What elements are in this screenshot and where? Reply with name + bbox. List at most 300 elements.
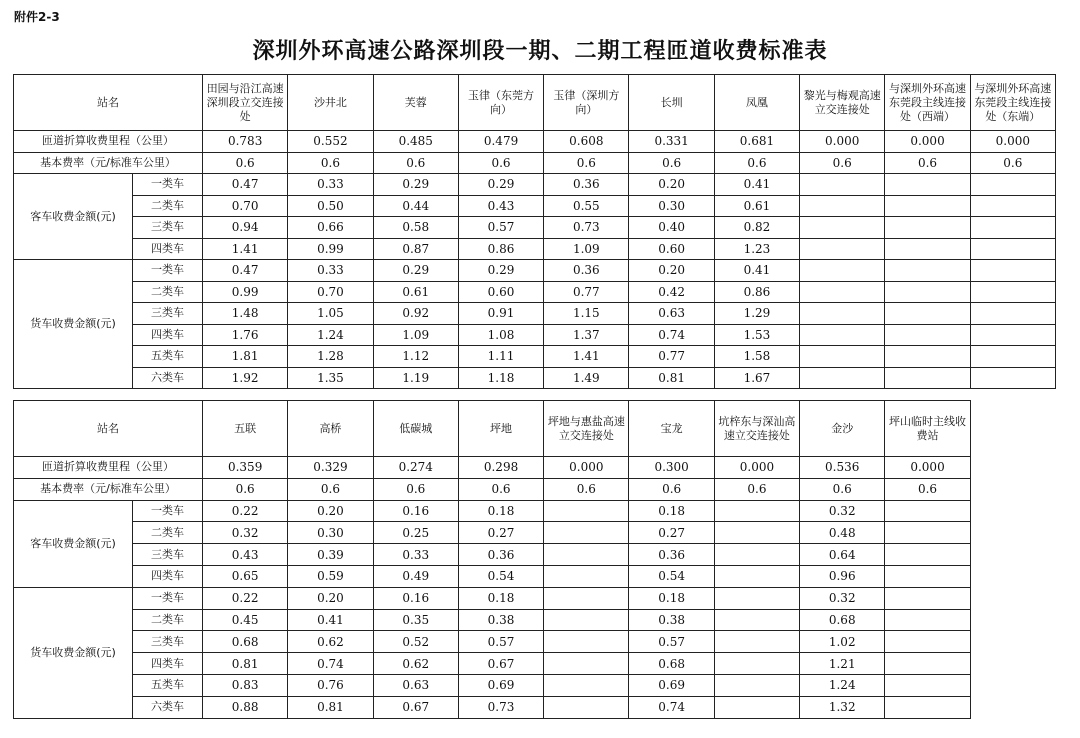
fee-value — [885, 565, 970, 587]
fee-value — [544, 609, 629, 631]
fee-value: 0.18 — [458, 587, 543, 609]
mileage-value: 0.552 — [288, 131, 373, 153]
fee-value: 1.08 — [458, 324, 543, 346]
fee-value: 0.43 — [203, 544, 288, 566]
fee-value: 1.24 — [800, 674, 885, 696]
fee-value — [714, 674, 799, 696]
truck-row — [14, 674, 971, 696]
base-rate-value: 0.6 — [885, 478, 970, 500]
fee-value: 0.33 — [288, 174, 373, 196]
fee-value: 0.61 — [373, 281, 458, 303]
fee-value: 0.33 — [288, 260, 373, 282]
fee-value: 0.68 — [629, 653, 714, 675]
fee-value — [714, 631, 799, 653]
station-name: 金沙 — [800, 401, 885, 457]
fee-value — [885, 260, 970, 282]
fee-value: 0.58 — [373, 217, 458, 239]
fee-value: 1.37 — [544, 324, 629, 346]
base-rate-value: 0.6 — [629, 478, 714, 500]
fee-value: 0.92 — [373, 303, 458, 325]
station-name: 与深圳外环高速东莞段主线连接处（西端） — [885, 75, 970, 131]
fee-value — [970, 174, 1055, 196]
fee-value — [970, 217, 1055, 239]
fee-value — [800, 238, 885, 260]
fee-value: 0.38 — [629, 609, 714, 631]
fee-value — [885, 238, 970, 260]
fee-value — [544, 587, 629, 609]
base-rate-value: 0.6 — [458, 478, 543, 500]
fee-value: 0.65 — [203, 565, 288, 587]
fee-value — [714, 544, 799, 566]
fee-value: 0.30 — [288, 522, 373, 544]
fee-value — [800, 260, 885, 282]
fee-value: 1.24 — [288, 324, 373, 346]
base-rate-value: 0.6 — [714, 478, 799, 500]
fee-value: 0.18 — [629, 500, 714, 522]
fee-value: 0.42 — [629, 281, 714, 303]
fee-value: 1.92 — [203, 367, 288, 389]
fee-value — [885, 653, 970, 675]
fee-value: 0.40 — [629, 217, 714, 239]
fee-value — [800, 281, 885, 303]
mileage-label: 匝道折算收费里程（公里） — [14, 131, 203, 153]
base-rate-value: 0.6 — [288, 478, 373, 500]
fee-value — [800, 303, 885, 325]
truck-row — [14, 653, 971, 675]
truck-row — [14, 281, 1056, 303]
vehicle-class: 五类车 — [133, 346, 203, 368]
fee-value — [885, 217, 970, 239]
truck-fee-label: 货车收费金额(元) — [14, 260, 133, 389]
truck-row — [14, 587, 971, 609]
fee-value: 0.16 — [373, 587, 458, 609]
fee-value: 1.32 — [800, 696, 885, 718]
fee-value: 0.22 — [203, 587, 288, 609]
mileage-value: 0.274 — [373, 457, 458, 479]
fee-value: 1.15 — [544, 303, 629, 325]
fee-value — [970, 367, 1055, 389]
truck-row — [14, 324, 1056, 346]
fee-value: 0.73 — [458, 696, 543, 718]
fee-value — [800, 324, 885, 346]
fee-value: 0.54 — [458, 565, 543, 587]
station-header-row — [14, 401, 971, 457]
fee-value — [970, 195, 1055, 217]
fee-value: 0.18 — [629, 587, 714, 609]
station-name: 凤凰 — [714, 75, 799, 131]
base-rate-value: 0.6 — [458, 152, 543, 174]
mileage-value: 0.000 — [800, 131, 885, 153]
base-rate-value: 0.6 — [544, 478, 629, 500]
fee-value: 0.82 — [714, 217, 799, 239]
fee-value: 0.63 — [373, 674, 458, 696]
fee-value: 0.59 — [288, 565, 373, 587]
mileage-value: 0.000 — [885, 131, 970, 153]
fee-value: 1.11 — [458, 346, 543, 368]
fee-value: 0.38 — [458, 609, 543, 631]
fee-value — [544, 522, 629, 544]
fee-value — [544, 653, 629, 675]
fee-value: 0.41 — [714, 260, 799, 282]
fee-value: 0.52 — [373, 631, 458, 653]
fee-value: 0.22 — [203, 500, 288, 522]
fee-value: 0.69 — [458, 674, 543, 696]
truck-fee-label: 货车收费金额(元) — [14, 587, 133, 718]
fee-value: 0.66 — [288, 217, 373, 239]
fee-value — [970, 346, 1055, 368]
fee-value: 0.86 — [714, 281, 799, 303]
fee-value: 0.25 — [373, 522, 458, 544]
passenger-row — [14, 217, 1056, 239]
fee-value — [970, 260, 1055, 282]
station-name: 低碳城 — [373, 401, 458, 457]
toll-table-phase-1 — [13, 74, 1056, 389]
fee-value: 0.62 — [373, 653, 458, 675]
vehicle-class: 三类车 — [133, 631, 203, 653]
fee-value — [885, 324, 970, 346]
fee-value — [544, 565, 629, 587]
fee-value: 0.94 — [203, 217, 288, 239]
passenger-row — [14, 544, 971, 566]
vehicle-class: 一类车 — [133, 174, 203, 196]
fee-value: 0.91 — [458, 303, 543, 325]
mileage-value: 0.300 — [629, 457, 714, 479]
fee-value: 0.36 — [544, 174, 629, 196]
vehicle-class: 四类车 — [133, 653, 203, 675]
fee-value: 0.99 — [203, 281, 288, 303]
station-header-row — [14, 75, 1056, 131]
station-label: 站名 — [14, 75, 203, 131]
truck-row — [14, 696, 971, 718]
fee-value: 0.30 — [629, 195, 714, 217]
fee-value: 0.67 — [458, 653, 543, 675]
fee-value: 1.19 — [373, 367, 458, 389]
fee-value — [885, 281, 970, 303]
fee-value: 0.16 — [373, 500, 458, 522]
truck-row — [14, 609, 971, 631]
passenger-row — [14, 174, 1056, 196]
fee-value — [714, 653, 799, 675]
station-label: 站名 — [14, 401, 203, 457]
station-name: 高桥 — [288, 401, 373, 457]
fee-value: 0.61 — [714, 195, 799, 217]
base-rate-value: 0.6 — [885, 152, 970, 174]
fee-value: 0.76 — [288, 674, 373, 696]
fee-value: 0.20 — [288, 500, 373, 522]
fee-value: 0.70 — [203, 195, 288, 217]
truck-row — [14, 631, 971, 653]
vehicle-class: 二类车 — [133, 195, 203, 217]
fee-value: 0.86 — [458, 238, 543, 260]
base-rate-label: 基本费率（元/标准车公里） — [14, 152, 203, 174]
station-name: 芙蓉 — [373, 75, 458, 131]
passenger-row — [14, 522, 971, 544]
passenger-row — [14, 500, 971, 522]
fee-value: 0.74 — [288, 653, 373, 675]
fee-value — [800, 217, 885, 239]
mileage-label: 匝道折算收费里程（公里） — [14, 457, 203, 479]
mileage-value: 0.783 — [203, 131, 288, 153]
base-rate-value: 0.6 — [629, 152, 714, 174]
fee-value: 0.96 — [800, 565, 885, 587]
fee-value: 1.18 — [458, 367, 543, 389]
fee-value — [714, 696, 799, 718]
fee-value: 0.81 — [629, 367, 714, 389]
fee-value: 0.99 — [288, 238, 373, 260]
fee-value — [544, 500, 629, 522]
mileage-row — [14, 457, 971, 479]
fee-value: 0.70 — [288, 281, 373, 303]
fee-value: 0.55 — [544, 195, 629, 217]
vehicle-class: 六类车 — [133, 696, 203, 718]
mileage-row — [14, 131, 1056, 153]
fee-value: 0.18 — [458, 500, 543, 522]
vehicle-class: 一类车 — [133, 500, 203, 522]
fee-value: 0.39 — [288, 544, 373, 566]
fee-value: 0.41 — [714, 174, 799, 196]
station-name: 坑梓东与深汕高速立交连接处 — [714, 401, 799, 457]
truck-row — [14, 303, 1056, 325]
fee-value: 0.64 — [800, 544, 885, 566]
fee-value: 0.83 — [203, 674, 288, 696]
fee-value: 0.81 — [203, 653, 288, 675]
mileage-value: 0.485 — [373, 131, 458, 153]
mileage-value: 0.000 — [544, 457, 629, 479]
fee-value: 1.76 — [203, 324, 288, 346]
fee-value: 0.48 — [800, 522, 885, 544]
fee-value: 0.35 — [373, 609, 458, 631]
station-name: 坪山临时主线收费站 — [885, 401, 970, 457]
fee-value: 0.77 — [544, 281, 629, 303]
station-name: 沙井北 — [288, 75, 373, 131]
base-rate-value: 0.6 — [970, 152, 1055, 174]
fee-value — [544, 696, 629, 718]
truck-row — [14, 260, 1056, 282]
fee-value: 0.36 — [458, 544, 543, 566]
fee-value: 1.02 — [800, 631, 885, 653]
fee-value — [885, 174, 970, 196]
vehicle-class: 四类车 — [133, 565, 203, 587]
fee-value: 1.23 — [714, 238, 799, 260]
vehicle-class: 一类车 — [133, 587, 203, 609]
vehicle-class: 二类车 — [133, 281, 203, 303]
passenger-row — [14, 238, 1056, 260]
fee-value — [800, 174, 885, 196]
station-name: 与深圳外环高速东莞段主线连接处（东端） — [970, 75, 1055, 131]
vehicle-class: 二类车 — [133, 609, 203, 631]
truck-row — [14, 367, 1056, 389]
fee-value: 1.28 — [288, 346, 373, 368]
fee-value: 0.74 — [629, 324, 714, 346]
base-rate-row — [14, 152, 1056, 174]
fee-value: 0.81 — [288, 696, 373, 718]
fee-value: 0.29 — [373, 260, 458, 282]
fee-value — [885, 696, 970, 718]
fee-value: 1.12 — [373, 346, 458, 368]
fee-value — [544, 631, 629, 653]
fee-value: 1.05 — [288, 303, 373, 325]
station-name: 田园与沿江高速深圳段立交连接处 — [203, 75, 288, 131]
mileage-value: 0.479 — [458, 131, 543, 153]
passenger-fee-label: 客车收费金额(元) — [14, 500, 133, 587]
base-rate-value: 0.6 — [288, 152, 373, 174]
mileage-value: 0.359 — [203, 457, 288, 479]
fee-value: 0.57 — [458, 631, 543, 653]
fee-value: 0.67 — [373, 696, 458, 718]
fee-value — [800, 367, 885, 389]
fee-value: 0.32 — [800, 587, 885, 609]
base-rate-value: 0.6 — [544, 152, 629, 174]
vehicle-class: 三类车 — [133, 217, 203, 239]
fee-value: 0.20 — [629, 174, 714, 196]
fee-value — [885, 303, 970, 325]
base-rate-value: 0.6 — [203, 478, 288, 500]
fee-value: 1.49 — [544, 367, 629, 389]
fee-value — [885, 367, 970, 389]
fee-value: 1.09 — [373, 324, 458, 346]
fee-value: 0.62 — [288, 631, 373, 653]
fee-value — [714, 565, 799, 587]
fee-value: 0.60 — [629, 238, 714, 260]
fee-value — [970, 238, 1055, 260]
fee-value — [885, 500, 970, 522]
base-rate-value: 0.6 — [714, 152, 799, 174]
fee-value: 0.74 — [629, 696, 714, 718]
truck-row — [14, 346, 1056, 368]
mileage-value: 0.000 — [970, 131, 1055, 153]
page-title: 深圳外环高速公路深圳段一期、二期工程匝道收费标准表 — [252, 38, 828, 64]
fee-value — [714, 522, 799, 544]
fee-value: 0.27 — [458, 522, 543, 544]
fee-value — [544, 674, 629, 696]
passenger-row — [14, 195, 1056, 217]
fee-value — [885, 587, 970, 609]
fee-value: 1.41 — [203, 238, 288, 260]
fee-value: 0.43 — [458, 195, 543, 217]
base-rate-value: 0.6 — [373, 478, 458, 500]
fee-value: 0.57 — [629, 631, 714, 653]
station-name: 坪地与惠盐高速立交连接处 — [544, 401, 629, 457]
fee-value: 0.36 — [629, 544, 714, 566]
fee-value: 1.21 — [800, 653, 885, 675]
fee-value: 0.63 — [629, 303, 714, 325]
fee-value: 0.32 — [203, 522, 288, 544]
fee-value — [885, 609, 970, 631]
fee-value: 0.27 — [629, 522, 714, 544]
vehicle-class: 三类车 — [133, 303, 203, 325]
station-name: 玉律（深圳方向） — [544, 75, 629, 131]
mileage-value: 0.000 — [714, 457, 799, 479]
fee-value: 0.36 — [544, 260, 629, 282]
fee-value — [714, 587, 799, 609]
fee-value: 0.73 — [544, 217, 629, 239]
passenger-fee-label: 客车收费金额(元) — [14, 174, 133, 260]
fee-value: 1.58 — [714, 346, 799, 368]
station-name: 玉律（东莞方向） — [458, 75, 543, 131]
fee-value — [885, 346, 970, 368]
fee-value: 1.09 — [544, 238, 629, 260]
station-name: 五联 — [203, 401, 288, 457]
fee-value: 0.50 — [288, 195, 373, 217]
fee-value: 0.49 — [373, 565, 458, 587]
fee-value: 0.29 — [458, 260, 543, 282]
mileage-value: 0.608 — [544, 131, 629, 153]
station-name: 黎光与梅观高速立交连接处 — [800, 75, 885, 131]
fee-value: 0.45 — [203, 609, 288, 631]
base-rate-value: 0.6 — [373, 152, 458, 174]
vehicle-class: 四类车 — [133, 324, 203, 346]
station-name: 长圳 — [629, 75, 714, 131]
fee-value — [885, 544, 970, 566]
fee-value: 0.87 — [373, 238, 458, 260]
mileage-value: 0.331 — [629, 131, 714, 153]
mileage-value: 0.000 — [885, 457, 970, 479]
fee-value: 0.57 — [458, 217, 543, 239]
fee-value — [885, 195, 970, 217]
fee-value: 0.88 — [203, 696, 288, 718]
fee-value: 1.81 — [203, 346, 288, 368]
fee-value: 1.29 — [714, 303, 799, 325]
fee-value: 0.41 — [288, 609, 373, 631]
fee-value — [800, 346, 885, 368]
fee-value: 1.41 — [544, 346, 629, 368]
fee-value — [970, 281, 1055, 303]
vehicle-class: 三类车 — [133, 544, 203, 566]
fee-value: 0.77 — [629, 346, 714, 368]
fee-value: 0.29 — [458, 174, 543, 196]
fee-value — [885, 522, 970, 544]
fee-value — [885, 674, 970, 696]
fee-value — [885, 631, 970, 653]
base-rate-row — [14, 478, 971, 500]
base-rate-label: 基本费率（元/标准车公里） — [14, 478, 203, 500]
fee-value — [714, 609, 799, 631]
mileage-value: 0.298 — [458, 457, 543, 479]
fee-value: 1.35 — [288, 367, 373, 389]
fee-value: 0.20 — [629, 260, 714, 282]
vehicle-class: 四类车 — [133, 238, 203, 260]
fee-value: 0.60 — [458, 281, 543, 303]
fee-value — [970, 303, 1055, 325]
vehicle-class: 五类车 — [133, 674, 203, 696]
fee-value: 0.54 — [629, 565, 714, 587]
fee-value — [800, 195, 885, 217]
fee-value: 1.48 — [203, 303, 288, 325]
fee-value: 0.68 — [800, 609, 885, 631]
fee-value: 0.33 — [373, 544, 458, 566]
toll-table-phase-2 — [13, 400, 971, 719]
vehicle-class: 一类车 — [133, 260, 203, 282]
base-rate-value: 0.6 — [203, 152, 288, 174]
vehicle-class: 二类车 — [133, 522, 203, 544]
mileage-value: 0.536 — [800, 457, 885, 479]
station-name: 坪地 — [458, 401, 543, 457]
fee-value: 0.68 — [203, 631, 288, 653]
fee-value: 0.47 — [203, 260, 288, 282]
fee-value — [544, 544, 629, 566]
fee-value: 0.20 — [288, 587, 373, 609]
mileage-value: 0.681 — [714, 131, 799, 153]
base-rate-value: 0.6 — [800, 478, 885, 500]
base-rate-value: 0.6 — [800, 152, 885, 174]
passenger-row — [14, 565, 971, 587]
attachment-label: 附件2-3 — [14, 10, 60, 24]
fee-value — [970, 324, 1055, 346]
vehicle-class: 六类车 — [133, 367, 203, 389]
fee-value: 1.67 — [714, 367, 799, 389]
fee-value: 0.44 — [373, 195, 458, 217]
fee-value: 0.47 — [203, 174, 288, 196]
